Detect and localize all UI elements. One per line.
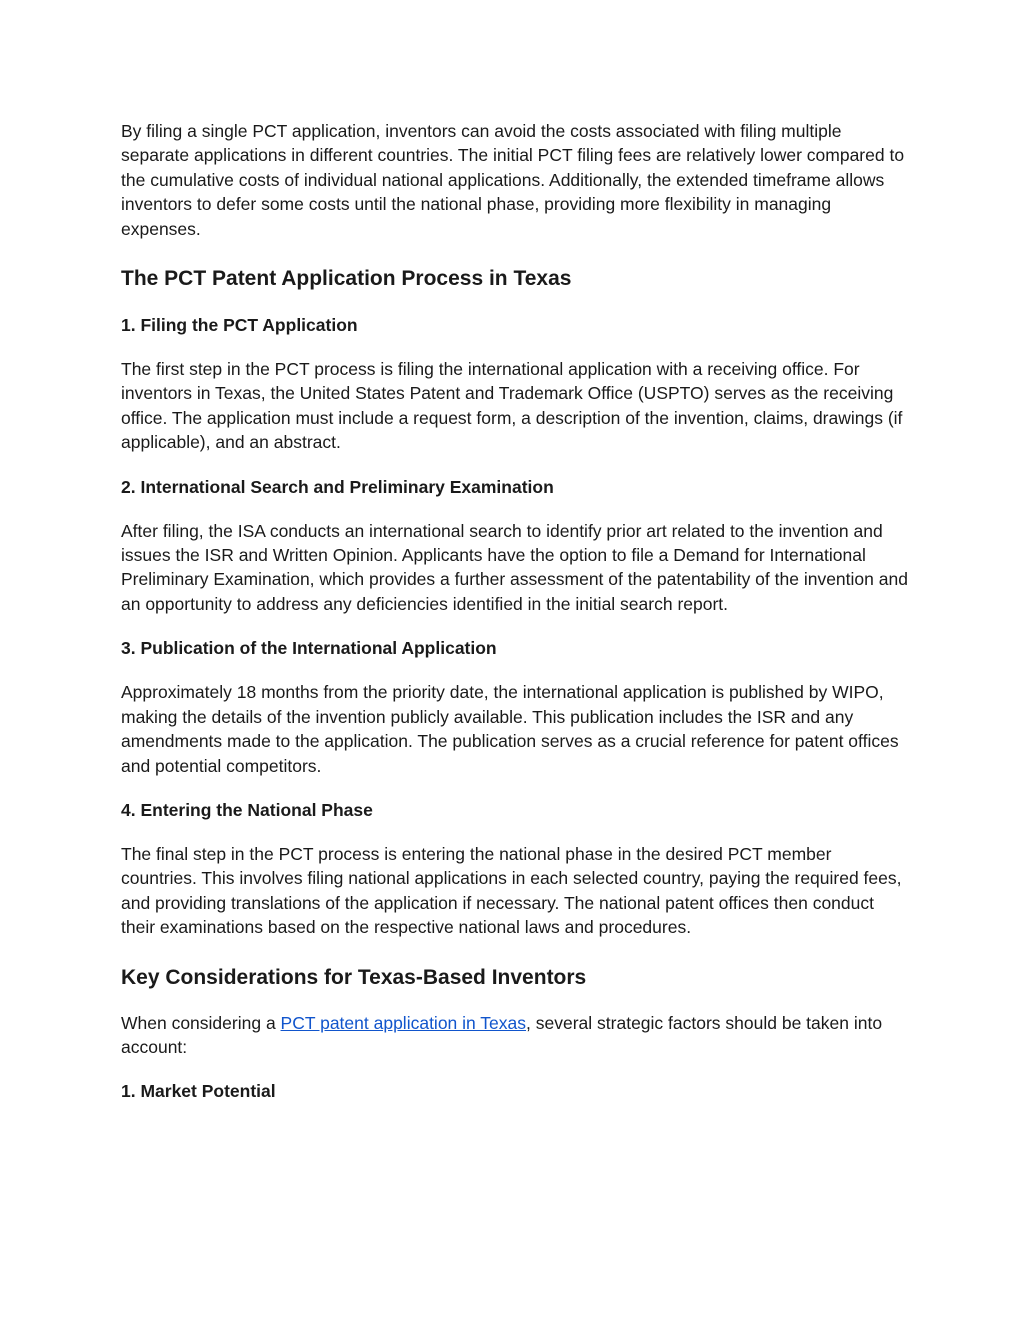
market-potential-heading: 1. Market Potential bbox=[121, 1081, 276, 1102]
step-1-paragraph: The first step in the PCT process is filing the international application with a receiving office. For inventors in Texas, the United States Patent and Trademark Office (USPTO) serves as the receiving office. The application must include a request form, a description of the invention, claims, drawings (if applicable), and an abstract. bbox=[121, 359, 903, 453]
step-3-heading: 3. Publication of the International Application bbox=[121, 638, 497, 659]
step-1-heading: 1. Filing the PCT Application bbox=[121, 315, 358, 336]
step-4-heading: 4. Entering the National Phase bbox=[121, 799, 373, 820]
step-2-paragraph: After filing, the ISA conducts an international search to identify prior art related to the invention and issues the ISR and Written Opinion. Applicants have the option to file a Demand for International Preliminary Examination, which provides a further assessment of the patentability of the invention and an opportunity to address any deficiencies identified in the initial search report. bbox=[121, 520, 908, 614]
considerations-intro-paragraph bbox=[121, 1011, 911, 1060]
considerations-intro-after: , several strategic factors should be taken into account: bbox=[121, 1012, 883, 1057]
considerations-section-heading: Key Considerations for Texas-Based Inventors bbox=[121, 965, 587, 989]
intro-paragraph: By filing a single PCT application, inventors can avoid the costs associated with filing multiple separate applications in different countries. The initial PCT filing fees are relatively lower compared to the cumulative costs of individual national applications. Additionally, the extended timeframe allows inventors to defer some costs until the national phase, providing more flexibility in managing expenses. bbox=[121, 121, 905, 239]
step-3-paragraph: Approximately 18 months from the priority date, the international application is published by WIPO, making the details of the invention publicly available. This publication includes the ISR and any amendments made to the application. The publication serves as a crucial reference for patent offices and potential competitors. bbox=[121, 682, 899, 776]
document-page bbox=[121, 119, 911, 1103]
pct-patent-application-link[interactable]: PCT patent application in Texas bbox=[280, 1012, 527, 1033]
step-4-paragraph: The final step in the PCT process is entering the national phase in the desired PCT member countries. This involves filing national applications in each selected country, paying the required fees, and providing translations of the application if necessary. The national patent offices then conduct their examinations based on the respective national laws and procedures. bbox=[121, 843, 902, 938]
considerations-intro-before: When considering a bbox=[121, 1012, 281, 1033]
process-section-heading: The PCT Patent Application Process in Texas bbox=[121, 267, 572, 291]
step-2-heading: 2. International Search and Preliminary Examination bbox=[121, 476, 554, 497]
